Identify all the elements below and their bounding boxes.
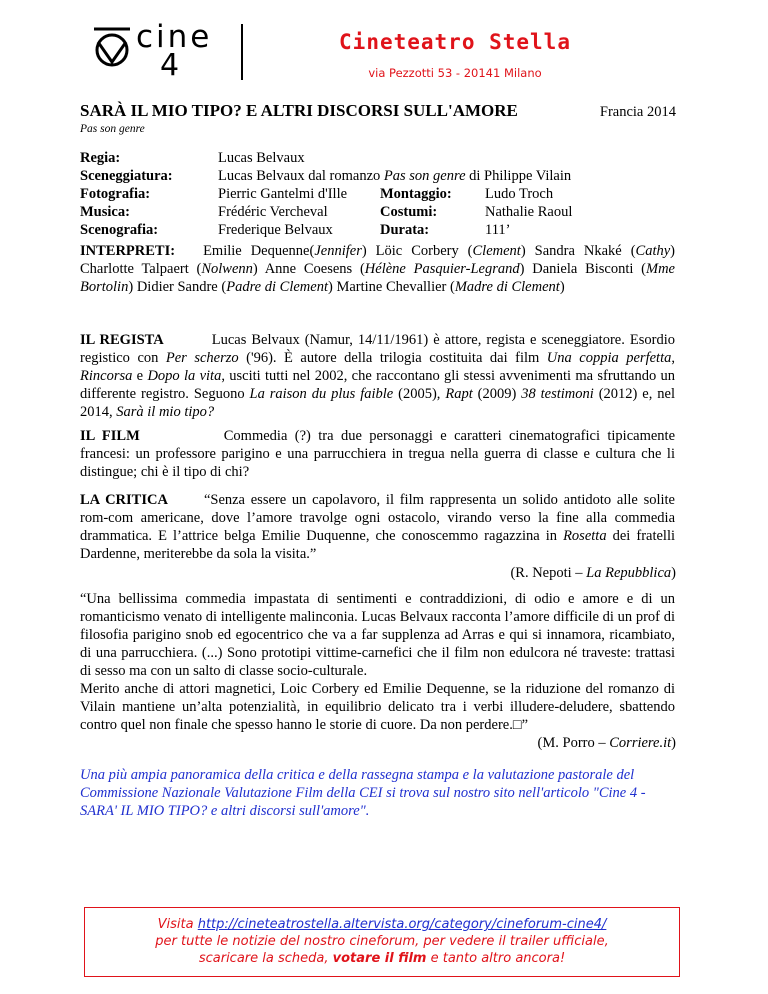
film-title: SARÀ IL MIO TIPO? E ALTRI DISCORSI SULL'AMORE [80,101,518,120]
actor-name: Sandra Nkaké [534,243,622,259]
durata-label: Durata: [380,222,430,238]
actor-name: Anne Coesens [264,261,353,277]
regia-label: Regia: [80,150,121,166]
cinema-address: via Pezzotti 53 - 20141 Milano [368,66,542,80]
musica-value: Frédéric Vercheval [218,204,328,220]
cast-member: Emilie Dequenne(Jennifer) [203,243,367,259]
role-name: Hélène Pasquier-Legrand [364,261,520,277]
film-ref: Dopo la vita [147,368,222,384]
book-title: Pas son genre [383,168,466,184]
logo-number: 4 [160,48,180,83]
role-name: Madre di Clement [454,279,560,295]
cineforum-link[interactable]: http://cineteatrostella.altervista.org/category/cineforum-cine4/ [197,917,607,932]
footer-box: Visita http://cineteatrostella.altervista.org/category/cineforum-cine4/ per tutte le notizie del nostro cineforum, per vedere il trailer ufficiale, scaricare la scheda, votare il film e tanto altro ancora! [84,907,680,977]
film-label: IL FILM [80,428,140,444]
scenografia-value: Frederique Belvaux [218,222,333,238]
vote-film-link: votare il film [332,951,427,966]
musica-label: Musica: [80,204,130,220]
cast-member: Löic Corbery (Clement) [375,243,526,259]
actor-name: Martine Chevallier [336,279,447,295]
regista-label: IL REGISTA [80,332,164,348]
regista-section: IL REGISTA Lucas Belvaux (Namur, 14/11/1961) è attore, regista e sceneggiatore. Esordio registico con Per scherzo ('96). È autore della trilogia costituita dai film Una coppia perfetta, Rincorsa e Dopo la vita, usciti tutti nel 2002, che raccontano gli stessi avvenimenti ma sfruttando un differente registro. Seguono La raison du plus faible (2005), Rapt (2009) 38 testimoni (2012) e, nel 2014, Sarà il mio tipo? [80,332,676,420]
fotografia-label: Fotografia: [80,186,151,202]
cine4-emblem-icon [92,26,132,70]
film-ref: Una coppia perfetta [546,350,672,366]
cast-member: Didier Sandre (Padre di Clement) [136,279,333,295]
film-synopsis: Commedia (?) tra due personaggi e caratteri cinematografici tipicamente francesi: un professore parigino e una parrucchiera in tregua nella guerra di classe e cultura che li distingue; chi è il tipo di chi? [80,428,675,480]
role-name: Nolwenn [201,261,253,277]
cast-member: Daniela Bisconti (Mme Bortolin) [80,261,675,295]
montaggio-label: Montaggio: [380,186,452,202]
actor-name: Emilie Dequenne [203,243,310,259]
role-name: Clement [472,243,521,259]
actor-name: Didier Sandre [136,279,218,295]
actor-name: Charlotte Talpaert [80,261,189,277]
costumi-label: Costumi: [380,204,438,220]
critica-quote-2: “Una bellissima commedia impastata di sentimenti e contraddizioni, di odio e amore e di un romanticismo venato di intelligente malinconia. Lucas Belvaux racconta l’amore difficile di un prof di filosofia parigino snob ed egocentrico che va a far supplenza ad Arras e qui si innamora, ricambiato, di una parrucchiera. (...) Sono prototipi vittime-carnefici che il film non edulcora né traveste: trattasi di sesso ma con un salto di classe socio-culturale. Merito anche di attori magnetici, Loic Corbery ed Emilie Dequenne, se la riduzione del romanzo di Vilain mantiene un’alta potenzialità, in equilibrio delicato tra i verbi illudere-deludere, sbattendo contro quel non finale che spesso hanno le storie di cuore. Da non perdere.□” [80,591,675,733]
film-ref: Rapt [445,386,473,402]
film-ref: Rincorsa [80,368,133,384]
film-ref: Sarà il mio tipo? [116,404,215,420]
cast-member: Anne Coesens (Hélène Pasquier-Legrand) [264,261,525,277]
role-name: Padre di Clement [226,279,328,295]
actor-name: Daniela Bisconti [532,261,634,277]
actor-name: Löic Corbery [375,243,459,259]
fotografia-value: Pierric Gantelmi d'Ille [218,186,348,202]
role-name: Cathy [635,243,671,259]
costumi-value: Nathalie Raoul [485,204,573,220]
cast-member: Charlotte Talpaert (Nolwenn) [80,261,258,277]
regia-value: Lucas Belvaux [218,150,305,166]
critica-signature-1: (R. Nepoti – La Repubblica) [510,565,676,581]
durata-value: 111’ [485,222,511,238]
role-name: Jennifer [314,243,362,259]
critica-label: LA CRITICA [80,492,168,508]
film-section [80,427,675,481]
sceneggiatura-label: Sceneggiatura: [80,168,173,184]
interpreti-section [80,242,675,296]
film-ref: 38 testimoni [521,386,594,402]
sceneggiatura-value: Lucas Belvaux dal romanzo Pas son genre di Philippe Vilain [218,168,572,184]
film-ref: La raison du plus faible [249,386,394,402]
scenografia-label: Scenografia: [80,222,159,238]
critica-section: LA CRITICA “Senza essere un capolavoro, il film rappresenta un solido antidoto alle solite rom-com americane, dove l’amore travolge ogni ostacolo, virando verso la fine alla commedia drammatica. E l’attrice belga Emilie Duquenne, che conoscemmo ragazzina in Rosetta dei fratelli Dardenne, meriterebbe da sola la visita.” [80,492,676,562]
cinema-name: Cineteatro Stella [339,30,571,54]
film-country-year: Francia 2014 [599,104,676,120]
film-ref: Per scherzo [165,350,239,366]
montaggio-value: Ludo Troch [485,186,554,202]
interpreti-label: INTERPRETI: [80,243,176,259]
critica-signature-2: (M. Porro – Corriere.it) [537,735,676,751]
logo-divider [241,24,243,80]
more-info-note: Una più ampia panoramica della critica e della rassegna stampa e la valutazione pastorale del Commissione Nazionale Valutazione Film della CEI si trova sul nostro sito nell'articolo "Cine 4 - SARA' IL MIO TIPO? e altri discorsi sull'amore". [80,767,646,819]
cine4-logo [92,20,252,84]
cast-member: Sandra Nkaké (Cathy) [534,243,676,259]
film-original-title: Pas son genre [80,123,145,135]
film-ref: Rosetta [563,528,607,544]
cast-member: Martine Chevallier (Madre di Clement) [336,279,565,295]
role-name: Mme Bortolin [80,261,675,295]
logo-word: cine [136,19,213,55]
